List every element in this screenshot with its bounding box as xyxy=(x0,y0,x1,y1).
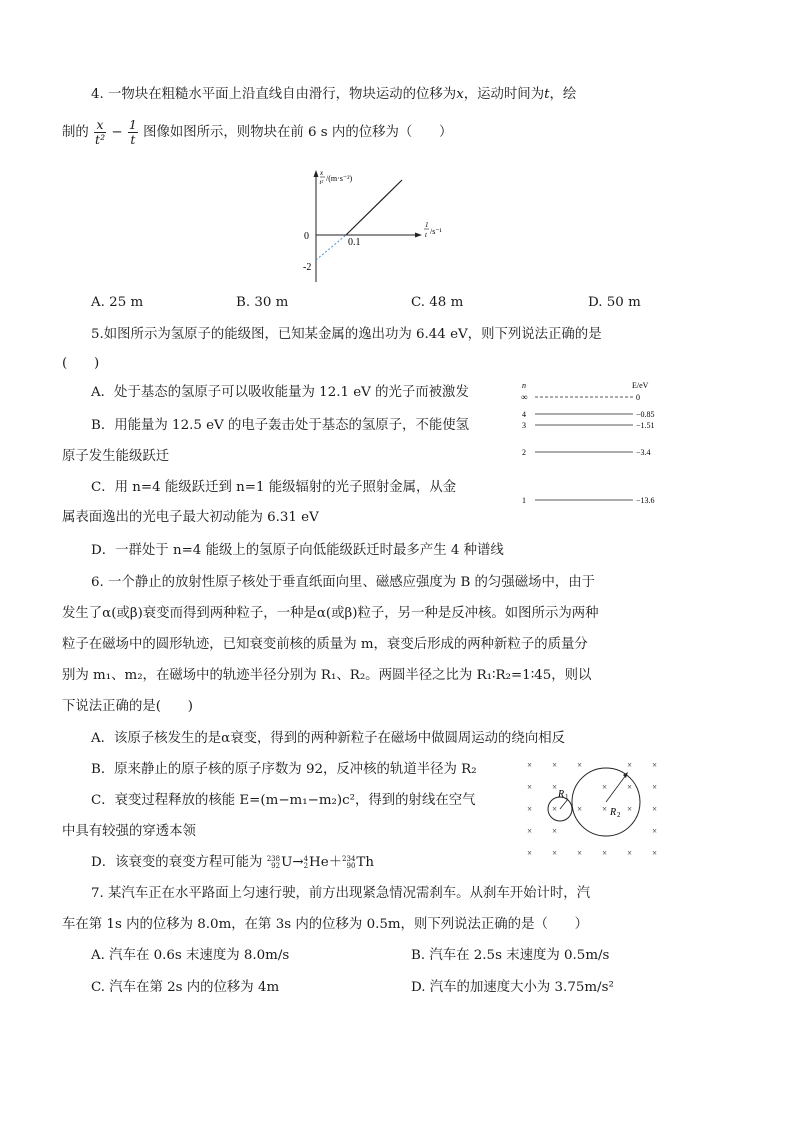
q6-option-c-line1[interactable]: C．衰变过程释放的核能 E=(m−m₁−m₂)c²，得到的射线在空气 xyxy=(91,793,476,808)
magnetic-field-diagram xyxy=(522,752,672,870)
q7-option-a[interactable]: A. 汽车在 0.6s 末速度为 8.0m/s xyxy=(91,948,290,963)
field-cross-2-2: × xyxy=(577,804,583,814)
q5-option-b-line1[interactable]: B．用能量为 12.5 eV 的电子轰击处于基态的氢原子，不能使氢 xyxy=(91,418,470,433)
field-cross-3-5: × xyxy=(652,826,658,836)
origin-label: 0 xyxy=(304,231,309,242)
field-cross-0-5: × xyxy=(652,760,658,770)
field-cross-4-3: × xyxy=(602,848,608,858)
field-cross-0-1: × xyxy=(552,760,558,770)
q4-stem-line1: 4. 一物块在粗糙水平面上沿直线自由滑行，物块运动的位移为x，运动时间为t，绘 xyxy=(91,87,577,102)
level-n-2: 2 xyxy=(522,448,526,457)
q5-option-a[interactable]: A．处于基态的氢原子可以吸收能量为 12.1 eV 的光子而被激发 xyxy=(91,385,469,400)
field-cross-0-4: × xyxy=(627,760,633,770)
q7-option-d[interactable]: D. 汽车的加速度大小为 3.75m/s² xyxy=(411,980,614,995)
q6-stem-line3: 粒子在磁场中的圆形轨迹，已知衰变前核的质量为 m，衰变后形成的两种新粒子的质量分 xyxy=(62,637,588,652)
field-cross-3-1: × xyxy=(552,826,558,836)
q7-stem-line2: 车在第 1s 内的位移为 8.0m，在第 3s 内的位移为 0.5m，则下列说法正确的是（ ） xyxy=(62,917,589,932)
q7-stem-line1: 7. 某汽车正在水平路面上匀速行驶，前方出现紧急情况需刹车。从刹车开始计时，汽 xyxy=(91,886,591,901)
graph-line xyxy=(346,180,402,235)
r2-label: R xyxy=(610,807,617,818)
field-cross-2-0: × xyxy=(527,804,533,814)
level-n-4: 4 xyxy=(522,410,526,419)
r2-radius-line xyxy=(606,775,626,802)
q7-option-b[interactable]: B. 汽车在 2.5s 末速度为 0.5m/s xyxy=(411,948,610,963)
r1-sub: 1 xyxy=(565,793,569,801)
q6-option-b[interactable]: B．原来静止的原子核的原子序数为 92，反冲核的轨道半径为 R₂ xyxy=(91,762,477,777)
level-n-1: 1 xyxy=(522,496,526,505)
q5-stem-line2: ( ) xyxy=(62,356,100,371)
field-cross-4-5: × xyxy=(652,848,658,858)
q4-option-c[interactable]: C. 48 m xyxy=(411,295,464,310)
q5-option-d[interactable]: D．一群处于 n=4 能级上的氢原子向低能级跃迁时最多产生 4 种谱线 xyxy=(91,543,504,558)
r1-label: R xyxy=(558,789,565,800)
level-e-1: −13.6 xyxy=(636,496,655,505)
q5-stem-line1: 5.如图所示为氢原子的能级图，已知某金属的逸出功为 6.44 eV，则下列说法正确的是 xyxy=(91,327,602,342)
field-cross-1-3: × xyxy=(602,782,608,792)
q6-option-c-line2[interactable]: 中具有较强的穿透本领 xyxy=(62,824,196,839)
field-cross-0-2: × xyxy=(577,760,583,770)
r2-sub: 2 xyxy=(617,811,621,819)
field-cross-0-0: × xyxy=(527,760,533,770)
level-e-3: −1.51 xyxy=(636,421,655,430)
field-cross-4-4: × xyxy=(627,848,633,858)
field-cross-4-1: × xyxy=(552,848,558,858)
q4-option-a[interactable]: A. 25 m xyxy=(91,295,144,310)
y-axis-arrow-icon xyxy=(314,170,319,177)
field-cross-2-3: × xyxy=(602,804,608,814)
level-e-2: −3.4 xyxy=(636,448,651,457)
q5-option-c-line2[interactable]: 属表面逸出的光电子最大初动能为 6.31 eV xyxy=(62,510,319,525)
q7-option-c[interactable]: C. 汽车在第 2s 内的位移为 4m xyxy=(91,980,280,995)
q6-option-d[interactable]: D．该衰变的衰变方程可能为 238 92 U→ 4 2 He＋ 234 90 Th xyxy=(91,854,374,870)
field-cross-2-4: × xyxy=(627,804,633,814)
q4-stem-line2: 制的 $\frac{x}{\text{t²}}$ − $\frac{1}{t}$ 图像如图所示，则物块在前 6 s 内的位移为（ ） xyxy=(62,117,453,147)
x-axis-arrow-icon xyxy=(415,233,422,238)
field-cross-1-5: × xyxy=(652,782,658,792)
dashed-extension-line xyxy=(316,235,346,260)
energy-level-diagram xyxy=(518,380,678,510)
fraction-x-over-t2: $\frac{x}{\text{t²}}$ xyxy=(95,117,106,147)
x-label-frac-den: t xyxy=(425,231,427,239)
field-cross-1-1: × xyxy=(552,782,558,792)
y-label-frac-num: x xyxy=(320,169,324,177)
level-e-inf: 0 xyxy=(636,393,640,402)
q4-option-b[interactable]: B. 30 m xyxy=(236,295,289,310)
level-n-inf: ∞ xyxy=(521,392,528,402)
field-cross-1-4: × xyxy=(627,782,633,792)
fraction-1-over-t: $\frac{1}{t}$ xyxy=(128,117,137,147)
q4-graph xyxy=(290,166,450,286)
field-crosses xyxy=(527,760,657,858)
level-e-4: −0.85 xyxy=(636,410,655,419)
q6-stem-line4: 别为 m₁、m₂，在磁场中的轨迹半径分别为 R₁、R₂。两圆半径之比为 R₁∶R₂=1∶45，则以 xyxy=(62,668,592,683)
q6-option-a[interactable]: A．该原子核发生的是α衰变，得到的两种新粒子在磁场中做圆周运动的绕向相反 xyxy=(91,731,565,746)
q4-option-d[interactable]: D. 50 m xyxy=(588,295,641,310)
n-header: n xyxy=(522,381,526,390)
q6-stem-line1: 6. 一个静止的放射性原子核处于垂直纸面向里、磁感应强度为 B 的匀强磁场中，由于 xyxy=(91,575,596,590)
y-label-unit: /(m·s⁻²) xyxy=(326,174,353,183)
x-tick-label: 0.1 xyxy=(348,237,361,248)
q5-option-b-line2[interactable]: 原子发生能级跃迁 xyxy=(62,449,170,464)
q6-stem-line2: 发生了α(或β)衰变而得到两种粒子，一种是α(或β)粒子，另一种是反冲核。如图所示为两种 xyxy=(62,606,599,621)
field-cross-2-1: × xyxy=(552,804,558,814)
y-label-frac-den: t² xyxy=(319,179,324,186)
q6-stem-line5: 下说法正确的是( ) xyxy=(62,699,193,714)
field-cross-1-0: × xyxy=(527,782,533,792)
level-n-3: 3 xyxy=(522,421,526,430)
field-cross-3-0: × xyxy=(527,826,533,836)
e-header: E/eV xyxy=(632,381,649,390)
x-label-unit: /s⁻¹ xyxy=(430,227,442,236)
field-cross-2-5: × xyxy=(652,804,658,814)
field-cross-4-2: × xyxy=(577,848,583,858)
q5-option-c-line1[interactable]: C．用 n=4 能级跃迁到 n=1 能级辐射的光子照射金属，从金 xyxy=(91,480,457,495)
y-tick-label: -2 xyxy=(303,262,312,273)
field-cross-4-0: × xyxy=(527,848,533,858)
x-label-frac-num: 1 xyxy=(425,221,429,229)
